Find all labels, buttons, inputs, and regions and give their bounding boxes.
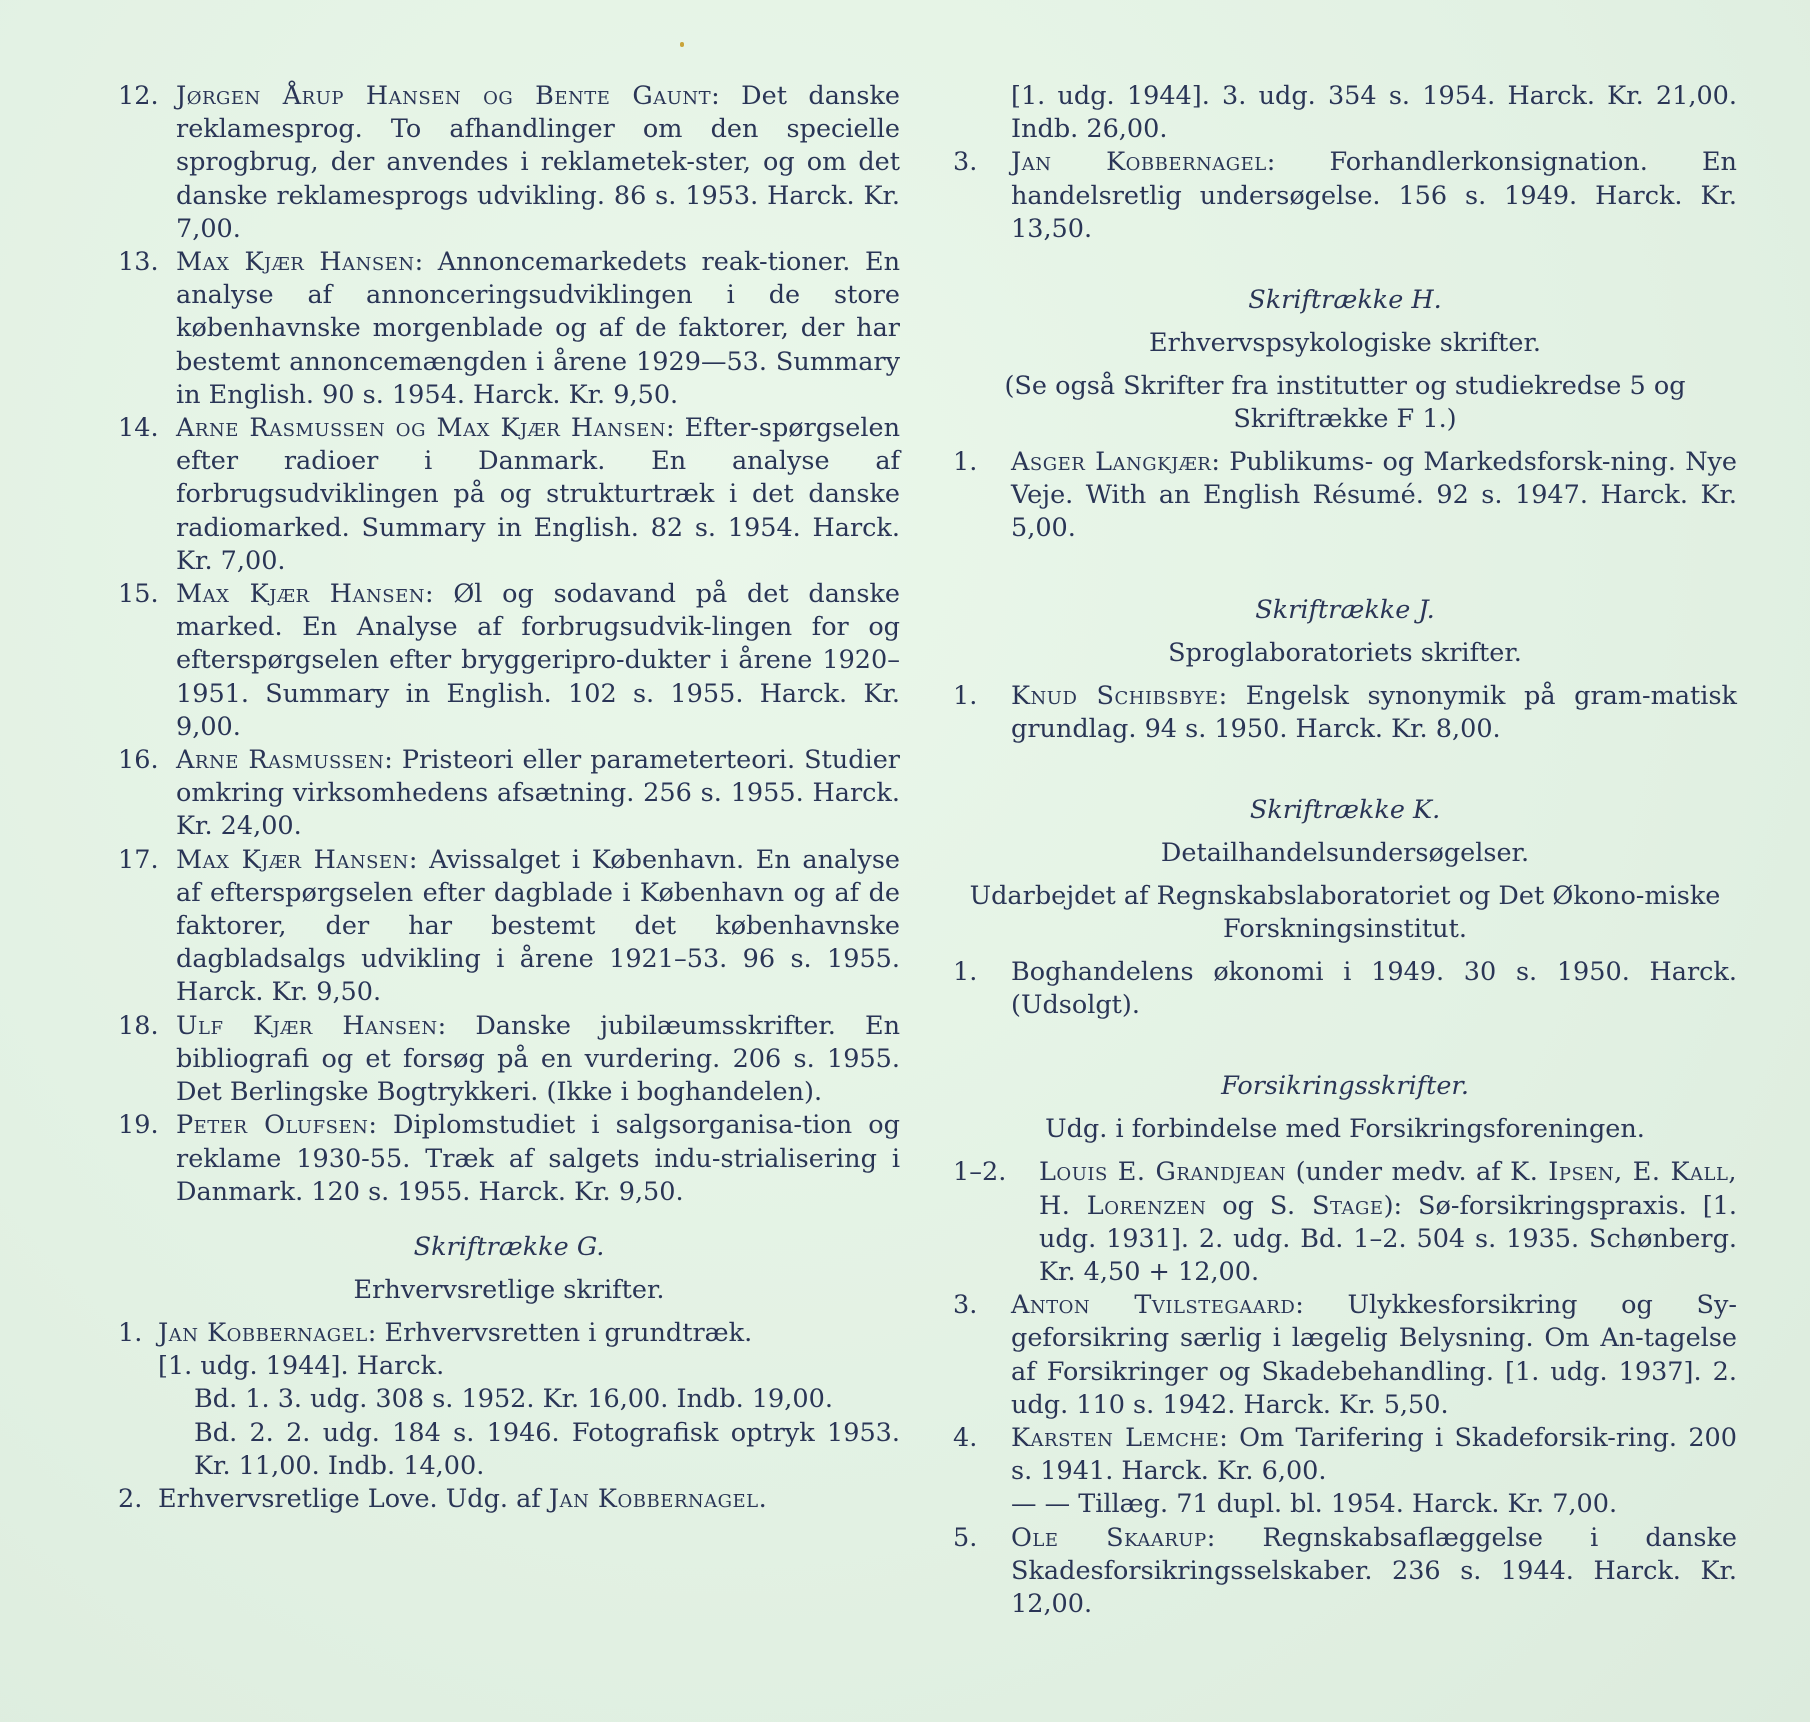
entry-text: : Annoncemarkedets reak-tioner. En analyse af annonceringsudviklingen i de store københavnske morgenblade og af de faktorer, der har bestemt annoncemængden i årene 1929—53. Summary in English. 90 s. 1954. Harck. Kr. 9,50. (176, 247, 900, 410)
entry-author: Ulf Kjær Hansen (176, 1010, 438, 1041)
entry-author: Jan Kobbernagel (158, 1317, 368, 1348)
entry-15 (118, 578, 900, 744)
entry-number: 1–2. (953, 1157, 1007, 1188)
entry-text: Boghandelens økonomi i 1949. 30 s. 1950. Harck. (Udsolgt). (1011, 957, 1737, 1021)
entry-author: Max Kjær Hansen (176, 247, 415, 278)
entry-number: 3. (953, 1290, 978, 1321)
entry-text: : Ulykkesforsikring og Sy-geforsikring særlig i lægelig Belysning. Om An-tagelse af Forsikringer og Skadebehandling. [1. udg. 1937]. 2. udg. 110 s. 1942. Harck. Kr. 5,50. (1011, 1290, 1737, 1420)
series-k-note: Udarbejdet af Regnskabslaboratoriet og Det Økono-miske Forskningsinstitut. (969, 881, 1721, 945)
series-h-note: (Se også Skrifter fra institutter og studiekredse 5 og Skriftrække F 1.) (1004, 371, 1686, 435)
series-g-subtitle: Erhvervsretlige skrifter. (353, 1274, 665, 1305)
series-g-entry-3 (953, 146, 1737, 246)
series-h-title: Skriftrække H. (1248, 285, 1442, 316)
entry-author: Jørgen Årup Hansen og Bente Gaunt (176, 81, 712, 111)
entry-author: Anton Tvilstegaard (1011, 1290, 1296, 1321)
entry-number: 17. (118, 844, 159, 875)
entry-text: : Efter-spørgselen efter radioer i Danmark. En analyse af forbrugsudviklingen på og strukturtræk i det danske radiomarked. Summary in English. 82 s. 1954. Harck. Kr. 7,00. (176, 413, 900, 576)
series-k-subtitle: Detailhandelsundersøgelser. (1160, 838, 1530, 869)
entry-author: Louis E. Grandjean (1039, 1157, 1287, 1188)
entry-author: Knud Schibsbye (1011, 680, 1219, 711)
entry-text: : Danske jubilæumsskrifter. En bibliografi og et forsøg på en vurdering. 206 s. 1955. Det Berlingske Bogtrykkeri. (Ikke i boghandelen). (176, 1010, 900, 1108)
entry-text: : Avissalget i København. En analyse af efterspørgselen efter dagblade i København og af de faktorer, der har bestemt det københavnske dagbladsalgs udvikling i årene 1921–53. 96 s. 1955. Harck. Kr. 9,50. (176, 844, 900, 1008)
entry-16 (118, 744, 900, 844)
entry-text: : Det danske reklamesprog. To afhandlinger om den specielle sprogbrug, der anvendes i reklametek-ster, og om det danske reklamesprogs udvikling. 86 s. 1953. Harck. Kr. 7,00. (176, 81, 900, 244)
entry-supplement: — — Tillæg. 71 dupl. bl. 1954. Harck. Kr. 7,00. (1011, 1489, 1618, 1520)
entry-coauthor: S. Stage (1269, 1190, 1384, 1221)
entry-author: Arne Rasmussen og Max Kjær Hansen (176, 413, 667, 444)
forsikring-subtitle: Udg. i forbindelse med Forsikringsforeningen. (1045, 1114, 1645, 1145)
print-speck (680, 42, 684, 47)
entry-text: : Regnskabsaflæggelse i danske Skadesforsikringsselskaber. 236 s. 1944. Harck. Kr. 12,00. (1011, 1522, 1737, 1620)
entry-text-end: ): Sø-forsikringspraxis. [1. udg. 1931]. 2. udg. Bd. 1–2. 504 s. 1935. Schønberg. Kr. 4,50 + 12,00. (1039, 1190, 1738, 1288)
continued-entry: [1. udg. 1944]. 3. udg. 354 s. 1954. Harck. Kr. 21,00. Indb. 26,00. (1011, 81, 1737, 145)
entry-edition: [1. udg. 1944]. Harck. (158, 1351, 445, 1382)
entry-text: : Erhvervsretten i grundtræk. (367, 1317, 753, 1348)
forsikring-title: Forsikringsskrifter. (1221, 1071, 1469, 1102)
entry-number: 1. (118, 1317, 143, 1348)
entry-number: 5. (953, 1522, 978, 1553)
entry-13 (118, 246, 900, 412)
entry-12 (118, 80, 900, 246)
entry-number: 12. (118, 81, 159, 111)
entry-text: : Engelsk synonymik på gram-matisk grundlag. 94 s. 1950. Harck. Kr. 8,00. (1011, 680, 1737, 744)
entry-text: : Øl og sodavand på det danske marked. En Analyse af forbrugsudvik-lingen for og efterspørgselen efter bryggeripro-dukter i årene 1920–1951. Summary in English. 102 s. 1955. Harck. Kr. 9,00. (176, 579, 900, 742)
entry-number: 4. (953, 1423, 978, 1454)
series-h-entry-1 (953, 446, 1737, 546)
left-column (118, 80, 900, 1516)
series-k-entry-1 (953, 956, 1737, 1022)
entry-author: Max Kjær Hansen (176, 579, 425, 610)
entry-text: : Forhandlerkonsignation. En handelsretlig undersøgelse. 156 s. 1949. Harck. Kr. 13,50. (1011, 147, 1737, 244)
entry-volume-1: Bd. 1. 3. udg. 308 s. 1952. Kr. 16,00. Indb. 19,00. (194, 1384, 833, 1415)
entry-author: Max Kjær Hansen (176, 844, 409, 875)
entry-text: (under medv. af (1286, 1157, 1511, 1188)
right-column (953, 80, 1737, 1621)
entry-19 (118, 1109, 900, 1209)
forsikring-entry-3 (953, 1289, 1737, 1422)
entry-author: Karsten Lemche (1011, 1423, 1220, 1454)
entry-number: 13. (118, 247, 159, 278)
entry-number: 1. (953, 957, 978, 988)
entry-volume-2: Bd. 2. 2. udg. 184 s. 1946. Fotografisk optryk 1953. Kr. 11,00. Indb. 14,00. (194, 1417, 900, 1481)
entry-text: : Publikums- og Markedsforsk-ning. Nye Veje. With an English Résumé. 92 s. 1947. Harck. Kr. 5,00. (1011, 447, 1738, 544)
series-g-title: Skriftrække G. (413, 1231, 605, 1262)
entry-author: Jan Kobbernagel (548, 1483, 759, 1514)
entry-author: Arne Rasmussen (176, 745, 385, 776)
entry-number: 18. (118, 1010, 159, 1041)
series-j-title: Skriftrække J. (1255, 594, 1435, 625)
entry-number: 16. (118, 745, 159, 776)
entry-number: 3. (953, 147, 978, 178)
entry-conjunction: og (1206, 1190, 1270, 1221)
series-g-entry-2 (118, 1483, 900, 1516)
series-g-entry-1 (118, 1317, 900, 1483)
entry-17 (118, 844, 900, 1010)
entry-author: Peter Olufsen (176, 1110, 369, 1141)
series-h-subtitle: Erhvervspsykologiske skrifter. (1149, 328, 1541, 359)
entry-number: 14. (118, 413, 159, 444)
entry-end: . (758, 1483, 767, 1514)
entry-text: : Om Tarifering i Skadeforsik-ring. 200 s. 1941. Harck. Kr. 6,00. (1011, 1423, 1737, 1487)
series-k-title: Skriftrække K. (1249, 795, 1441, 826)
entry-text: Erhvervsretlige Love. Udg. af (158, 1483, 549, 1514)
entry-text: : Diplomstudiet i salgsorganisa-tion og reklame 1930-55. Træk af salgets indu-strialisering i Danmark. 120 s. 1955. Harck. Kr. 9,50. (176, 1110, 900, 1207)
entry-number: 1. (953, 447, 978, 478)
entry-author: Jan Kobbernagel (1011, 147, 1267, 178)
entry-coauthors: K. Ipsen, E. Kall, H. Lorenzen (1039, 1157, 1737, 1221)
entry-author: Asger Langkjær (1011, 447, 1212, 478)
entry-number: 2. (118, 1483, 143, 1514)
series-j-subtitle: Sproglaboratoriets skrifter. (1168, 637, 1522, 668)
entry-number: 15. (118, 579, 159, 610)
forsikring-entry-1-2 (953, 1156, 1737, 1289)
forsikring-entry-5 (953, 1522, 1737, 1622)
forsikring-entry-4 (953, 1422, 1737, 1522)
entry-18 (118, 1010, 900, 1110)
entry-14 (118, 412, 900, 578)
entry-author: Ole Skaarup (1011, 1522, 1207, 1553)
series-j-entry-1 (953, 680, 1737, 746)
entry-text: : Pristeori eller parameterteori. Studier omkring virksomhedens afsætning. 256 s. 1955. Harck. Kr. 24,00. (176, 745, 900, 842)
entry-number: 19. (118, 1110, 159, 1141)
entry-number: 1. (953, 680, 978, 711)
